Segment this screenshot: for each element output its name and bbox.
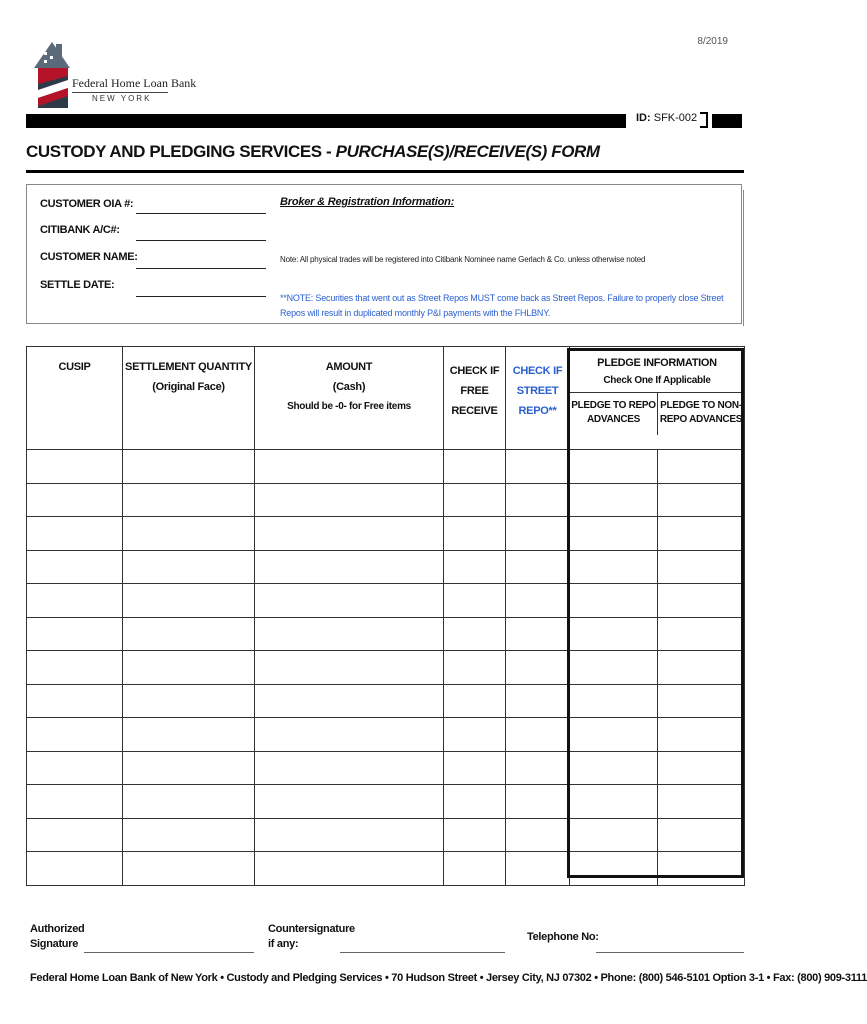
pledge-nonrepo-cell[interactable] (658, 651, 745, 685)
cusip-cell[interactable] (27, 818, 123, 852)
street-repo-cell[interactable] (506, 584, 570, 618)
amount-cell[interactable] (255, 617, 444, 651)
cusip-cell[interactable] (27, 651, 123, 685)
settlement-quantity-cell[interactable] (123, 785, 255, 819)
free-receive-cell[interactable] (444, 718, 506, 752)
table-row (27, 751, 745, 785)
free-receive-cell[interactable] (444, 852, 506, 886)
street-repo-cell[interactable] (506, 684, 570, 718)
street-repo-note: **NOTE: Securities that went out as Street Repos MUST come back as Street Repos. Failure to properly close Street Repos will result in duplicated monthly P&I payments with the FHLBNY. (280, 293, 724, 318)
cusip-cell[interactable] (27, 450, 123, 484)
original-face-label: (Original Face) (152, 381, 225, 393)
authorized-signature-field[interactable] (84, 952, 254, 953)
header-bar (26, 114, 626, 128)
settle-date-field[interactable] (136, 296, 266, 297)
street-repo-cell[interactable] (506, 852, 570, 886)
street-repo-cell[interactable] (506, 517, 570, 551)
table-row (27, 483, 745, 517)
settlement-quantity-label: SETTLEMENT QUANTITY (125, 361, 252, 373)
cusip-cell[interactable] (27, 517, 123, 551)
amount-cell[interactable] (255, 785, 444, 819)
settlement-quantity-cell[interactable] (123, 651, 255, 685)
telephone-label: Telephone No: (527, 931, 599, 943)
table-row (27, 584, 745, 618)
amount-cell[interactable] (255, 684, 444, 718)
free-receive-cell[interactable] (444, 550, 506, 584)
cusip-cell[interactable] (27, 718, 123, 752)
check-street-line2: STREET (516, 385, 559, 397)
free-receive-cell[interactable] (444, 517, 506, 551)
cusip-cell[interactable] (27, 483, 123, 517)
form-id (636, 112, 697, 124)
table-row (27, 517, 745, 551)
pledge-nonrepo-cell[interactable] (658, 517, 745, 551)
cusip-cell[interactable] (27, 617, 123, 651)
form-title (26, 142, 600, 162)
customer-name-field[interactable] (136, 268, 266, 269)
amount-note: Should be -0- for Free items (287, 401, 411, 412)
broker-registration-field[interactable] (280, 212, 730, 250)
check-street-repo-header (506, 347, 570, 450)
pledge-nonrepo-cell[interactable] (658, 785, 745, 819)
countersignature-line2: if any: (268, 938, 299, 950)
settlement-quantity-cell[interactable] (123, 550, 255, 584)
pledge-repo-cell[interactable] (570, 718, 658, 752)
customer-oia-label: CUSTOMER OIA #: (40, 198, 134, 210)
settlement-quantity-cell[interactable] (123, 852, 255, 886)
pledge-repo-cell[interactable] (570, 550, 658, 584)
form-title-italic: PURCHASE(S)/RECEIVE(S) FORM (335, 142, 600, 161)
pledge-nonrepo-cell[interactable] (658, 483, 745, 517)
table-header-row (27, 347, 745, 450)
pledge-repo-cell[interactable] (570, 852, 658, 886)
amount-cell[interactable] (255, 550, 444, 584)
street-repo-cell[interactable] (506, 651, 570, 685)
pledge-repo-cell[interactable] (570, 651, 658, 685)
citibank-account-label: CITIBANK A/C#: (40, 224, 120, 236)
free-receive-cell[interactable] (444, 818, 506, 852)
fhlb-house-flag-icon (30, 38, 74, 110)
telephone-field[interactable] (596, 952, 744, 953)
street-repo-cell[interactable] (506, 751, 570, 785)
amount-cell[interactable] (255, 450, 444, 484)
settlement-quantity-cell[interactable] (123, 584, 255, 618)
table-row (27, 617, 745, 651)
citibank-account-field[interactable] (136, 240, 266, 241)
check-free-line1: CHECK IF (449, 365, 500, 377)
pledge-repo-cell[interactable] (570, 684, 658, 718)
street-repo-cell[interactable] (506, 617, 570, 651)
amount-cell[interactable] (255, 718, 444, 752)
countersignature-label (268, 922, 355, 952)
cusip-header-label: CUSIP (58, 361, 91, 373)
amount-label: AMOUNT (325, 361, 373, 373)
authorized-signature-label (30, 922, 84, 952)
title-rule (26, 170, 744, 173)
pledge-repo-cell[interactable] (570, 751, 658, 785)
header-bar-tail (712, 114, 742, 128)
form-id-value: SFK-002 (653, 112, 698, 124)
pledge-repo-cell[interactable] (570, 517, 658, 551)
table-row (27, 450, 745, 484)
check-free-receive-header (444, 347, 506, 450)
amount-cell[interactable] (255, 852, 444, 886)
street-repo-cell[interactable] (506, 785, 570, 819)
pledge-nonrepo-cell[interactable] (658, 617, 745, 651)
amount-header (255, 347, 444, 450)
pledge-repo-cell[interactable] (570, 584, 658, 618)
free-receive-cell[interactable] (444, 751, 506, 785)
pledge-nonrepo-cell[interactable] (658, 684, 745, 718)
table-row (27, 684, 745, 718)
pledge-repo-cell[interactable] (570, 483, 658, 517)
pledge-information-header (570, 347, 745, 450)
street-repo-cell[interactable] (506, 818, 570, 852)
free-receive-cell[interactable] (444, 450, 506, 484)
amount-cell[interactable] (255, 517, 444, 551)
settlement-quantity-cell[interactable] (123, 450, 255, 484)
settlement-quantity-cell[interactable] (123, 751, 255, 785)
amount-cell[interactable] (255, 818, 444, 852)
street-repo-cell[interactable] (506, 550, 570, 584)
street-repo-cell[interactable] (506, 483, 570, 517)
free-receive-cell[interactable] (444, 651, 506, 685)
cusip-cell[interactable] (27, 751, 123, 785)
logo-divider (72, 92, 168, 93)
free-receive-cell[interactable] (444, 785, 506, 819)
countersignature-field[interactable] (340, 952, 505, 953)
securities-table (26, 346, 744, 876)
pledge-nonrepo-cell[interactable] (658, 818, 745, 852)
free-receive-cell[interactable] (444, 617, 506, 651)
check-street-line3: REPO** (518, 405, 557, 417)
pledge-nonrepo-cell[interactable] (658, 550, 745, 584)
amount-cell[interactable] (255, 483, 444, 517)
amount-cell[interactable] (255, 751, 444, 785)
check-free-line2: FREE (460, 385, 489, 397)
settlement-quantity-cell[interactable] (123, 617, 255, 651)
customer-name-label: CUSTOMER NAME: (40, 251, 138, 263)
settle-date-label: SETTLE DATE: (40, 279, 115, 291)
table-row (27, 785, 745, 819)
pledge-nonrepo-cell[interactable] (658, 584, 745, 618)
countersignature-line1: Countersignature (268, 923, 355, 935)
form-title-main: CUSTODY AND PLEDGING SERVICES - (26, 142, 336, 161)
cusip-cell[interactable] (27, 785, 123, 819)
table-row (27, 550, 745, 584)
pledge-repo-cell[interactable] (570, 818, 658, 852)
cusip-cell[interactable] (27, 584, 123, 618)
table-row (27, 852, 745, 886)
settlement-quantity-cell[interactable] (123, 718, 255, 752)
pledge-nonrepo-cell[interactable] (658, 852, 745, 886)
form-id-bracket (700, 112, 708, 128)
logo-name: Federal Home Loan Bank (72, 76, 197, 90)
pledge-repo-cell[interactable] (570, 785, 658, 819)
settlement-quantity-cell[interactable] (123, 818, 255, 852)
amount-cell[interactable] (255, 651, 444, 685)
pledge-repo-header: PLEDGE TO REPO ADVANCES (570, 393, 658, 435)
pledge-repo-cell[interactable] (570, 617, 658, 651)
settlement-quantity-cell[interactable] (123, 517, 255, 551)
cash-label: (Cash) (332, 381, 366, 393)
form-date: 8/2019 (697, 36, 728, 47)
table-row (27, 651, 745, 685)
logo-city: NEW YORK (92, 94, 152, 103)
cusip-cell[interactable] (27, 852, 123, 886)
pledge-nonrepo-cell[interactable] (658, 718, 745, 752)
table-row (27, 818, 745, 852)
free-receive-cell[interactable] (444, 584, 506, 618)
settlement-quantity-cell[interactable] (123, 483, 255, 517)
settlement-quantity-header (123, 347, 255, 450)
authorized-line1: Authorized (30, 923, 85, 935)
check-free-line3: RECEIVE (451, 405, 498, 417)
check-street-line1: CHECK IF (512, 365, 563, 377)
pledge-nonrepo-cell[interactable] (658, 751, 745, 785)
street-repo-cell[interactable] (506, 450, 570, 484)
free-receive-cell[interactable] (444, 483, 506, 517)
cusip-cell[interactable] (27, 684, 123, 718)
authorized-line2: Signature (30, 938, 79, 950)
amount-cell[interactable] (255, 584, 444, 618)
cusip-cell[interactable] (27, 550, 123, 584)
settlement-quantity-cell[interactable] (123, 684, 255, 718)
pledge-nonrepo-header: PLEDGE TO NON-REPO ADVANCES (659, 400, 743, 425)
form-id-label: ID: (636, 112, 651, 124)
customer-oia-field[interactable] (136, 213, 266, 214)
broker-registration-label: Broker & Registration Information: (280, 196, 455, 208)
pledge-repo-cell[interactable] (570, 450, 658, 484)
pledge-nonrepo-cell[interactable] (658, 450, 745, 484)
table-row (27, 718, 745, 752)
cusip-header (27, 347, 123, 450)
free-receive-cell[interactable] (444, 684, 506, 718)
footer-contact: Federal Home Loan Bank of New York • Custody and Pledging Services • 70 Hudson Street • Jersey City, NJ 07302 • Phone: (800) 546-5101 Option 3-1 • Fax: (800) 909-3111 (30, 972, 867, 984)
check-one-label: Check One If Applicable (603, 375, 711, 386)
pledge-info-label: PLEDGE INFORMATION (597, 357, 717, 369)
physical-trades-note: Note: All physical trades will be registered into Citibank Nominee name Gerlach & Co. unless otherwise noted (280, 255, 646, 264)
street-repo-cell[interactable] (506, 718, 570, 752)
